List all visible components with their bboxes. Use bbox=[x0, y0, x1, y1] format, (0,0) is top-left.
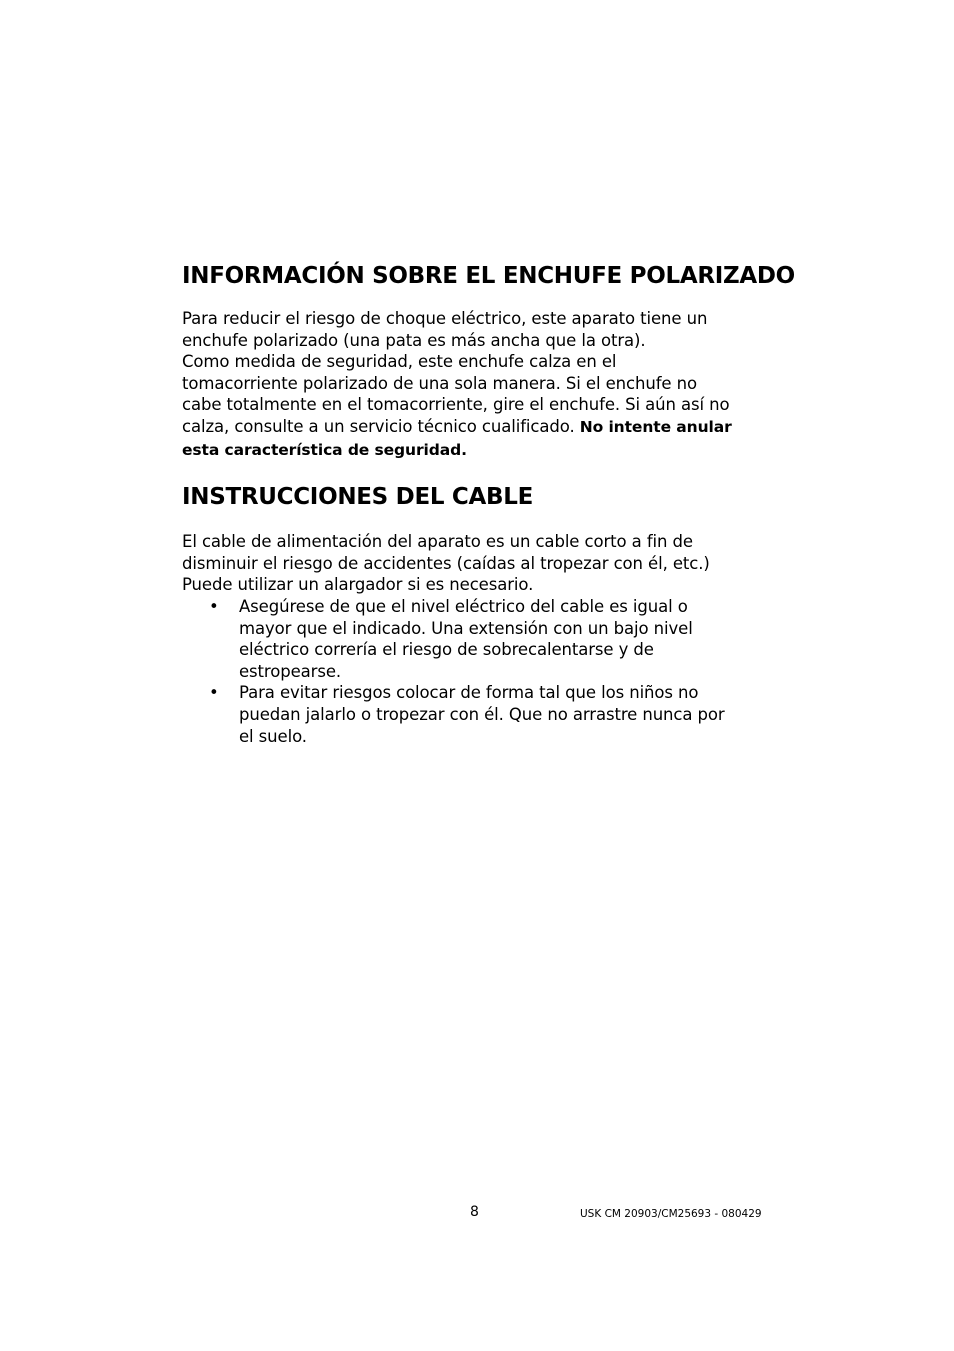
document-code: USK CM 20903/CM25693 - 080429 bbox=[580, 1208, 762, 1220]
list-item-line: mayor que el indicado. Una extensión con un bajo nivel bbox=[239, 618, 693, 638]
list-item-line: puedan jalarlo o tropezar con él. Que no arrastre nunca por bbox=[239, 704, 725, 724]
list-item-line: Asegúrese de que el nivel eléctrico del cable es igual o bbox=[239, 596, 688, 616]
bullet-icon: • bbox=[209, 683, 219, 703]
list-item-line: estropearse. bbox=[239, 661, 342, 681]
paragraph-line: cabe totalmente en el tomacorriente, gire el enchufe. Si aún así no bbox=[182, 395, 730, 415]
list-item bbox=[182, 682, 772, 747]
paragraph-line: Puede utilizar un alargador si es necesario. bbox=[182, 575, 534, 595]
paragraph-line: tomacorriente polarizado de una sola manera. Si el enchufe no bbox=[182, 373, 697, 393]
section-title-polarized-plug: INFORMACIÓN SOBRE EL ENCHUFE POLARIZADO bbox=[182, 263, 795, 289]
list-item bbox=[182, 596, 772, 682]
page-content bbox=[182, 262, 795, 747]
paragraph-line: El cable de alimentación del aparato es un cable corto a fin de bbox=[182, 532, 693, 552]
list-item-line: eléctrico correría el riesgo de sobrecalentarse y de bbox=[239, 640, 654, 660]
paragraph-line: calza, consulte a un servicio técnico cualificado. bbox=[182, 416, 580, 436]
safety-warning-bold: No intente anular bbox=[579, 417, 732, 436]
paragraph-line: enchufe polarizado (una pata es más ancha que la otra). bbox=[182, 330, 646, 350]
paragraph-line: disminuir el riesgo de accidentes (caídas al tropezar con él, etc.) bbox=[182, 553, 710, 573]
bullet-icon: • bbox=[209, 596, 219, 616]
safety-warning-bold: esta característica de seguridad. bbox=[182, 440, 467, 459]
paragraph-line: Como medida de seguridad, este enchufe calza en el bbox=[182, 352, 617, 372]
section-title-cable-instructions: INSTRUCCIONES DEL CABLE bbox=[182, 484, 533, 511]
page-number: 8 bbox=[470, 1204, 479, 1220]
polarized-plug-paragraph bbox=[182, 308, 772, 461]
list-item-line: Para evitar riesgos colocar de forma tal que los niños no bbox=[239, 683, 699, 703]
list-item-line: el suelo. bbox=[239, 726, 307, 746]
cable-instructions-list bbox=[182, 596, 772, 747]
cable-instructions-paragraph bbox=[182, 531, 772, 596]
paragraph-line: Para reducir el riesgo de choque eléctrico, este aparato tiene un bbox=[182, 309, 708, 328]
